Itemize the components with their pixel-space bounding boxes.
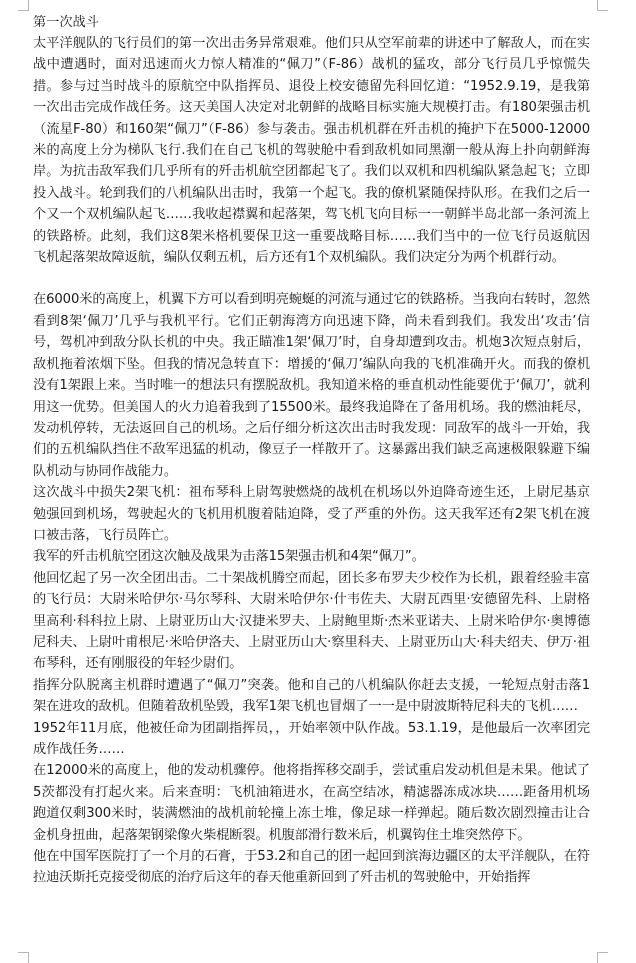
paragraph-3: 这次战斗中损失2架飞机：祖布琴科上尉驾驶燃烧的战机在机场以外迫降奇迹生还，上尉尼基京勉强回到机场，驾驶起火的飞机用机腹着陆迫降，受了严重的外伤。这天我军还有2架飞机在渡口被击落，飞行员阵亡。 [33, 485, 590, 543]
paragraph-4: 我军的歼击机航空团这次触及战果为击落15架强击机和4架“佩刀”。 [33, 549, 425, 565]
document-title: 第一次战斗 [33, 15, 99, 30]
paragraph-9: 他在中国军医院打了一个月的石膏，于53.2和自己的团一起回到滨海边疆区的太平洋舰队，在符拉迪沃斯托克接受彻底的治疗后这年的春天他重新回到了歼击机的驾驶舱中，开始指挥 [33, 849, 590, 886]
crop-mark-bottom-left [18, 952, 29, 963]
crop-mark-bottom-right [597, 952, 608, 963]
paragraph-2: 在6000米的高度上，机翼下方可以看到明亮蜿蜒的河流与通过它的铁路桥。当我向右转时，忽然看到8架‘佩刀’几乎与我机平行。它们正朝海湾方向迅速下降，尚未看到我们。我发出‘攻击’信号，驾机冲到敌分队长机的中央。我正瞄准1架‘佩刀’时，自身却遭到攻击。机炮3次短点射后，敌机拖着浓烟下坠。但我的情况急转直下：增援的‘佩刀’编队向我的飞机准确开火。而我的僚机没有1架跟上来。当时唯一的想法只有摆脱敌机。我知道米格的垂直机动性能要优于‘佩刀’，就利用这一优势。但美国人的火力追着我到了15500米。最终我追降在了备用机场。我的燃油耗尽，发动机停转，无法返回自己的机场。之后仔细分析这次出击时我发现：同敌军的战斗一开始，我们的五机编队挡住不敌军迅猛的机动，像豆子一样散开了。这暴露出我们缺乏高速极限躲避下编队机动与协同作战能力。 [33, 292, 590, 479]
paragraph-8: 在12000米的高度上，他的发动机骤停。他将指挥移交副手，尝试重启发动机但是未果。他试了5茨都没有打起火来。后来查明：飞机油箱进水，在高空结冰，精滤器冻成冰块……距备用机场跑道仅剩300米时，装满燃油的战机前轮撞上冻土堆，像足球一样弹起。随后数次剧烈撞击让合金机身扭曲，起落架钢梁像火柴棍断裂。机腹部滑行数米后，机翼钩住土堆突然停下。 [33, 763, 590, 843]
paragraph-1: 太平洋舰队的飞行员们的第一次出击务异常艰难。他们只从空军前辈的讲述中了解敌人，而在实战中遭遇时，面对迅速而火力惊人精准的“佩刀”（F-86）战机的猛攻，部分飞行员几乎惊慌失措。参与过当时战斗的原航空中队指挥员、退役上校安德留先科回忆道：“1952.9.19，是我第一次出击完成作战任务。这天美国人决定对北朝鲜的战略目标实施大规模打击。有180架强击机（流星F-80）和160架“佩刀”（F-86）参与袭击。强击机机群在歼击机的掩护下在5000-12000米的高度上分为梯队飞行.我们在自己飞机的驾驶舱中看到敌机如同黑潮一般从海上扑向朝鲜海岸。为抗击敌军我们几乎所有的歼击机航空团都起飞了。我们以双机和四机编队紧急起飞；立即投入战斗。轮到我们的八机编队出击时，我第一个起飞。我的僚机紧随保持队形。在我们之后一个又一个双机编队起飞……我收起襟翼和起落架，驾飞机飞向目标一一朝鲜半岛北部一条河流上的铁路桥。此刻，我们这8架米格机要保卫这一重要战略目标……我们当中的一位飞行员返航因飞机起落架故障返航，编队仅剩五机，后方还有1个双机编队。我们决定分为两个机群行动。 [33, 36, 590, 266]
paragraph-7: 1952年11月底，他被任命为团副指挥员，，开始率领中队作战。53.1.19，是他最后一次率团完成作战任务…… [33, 720, 590, 757]
paragraph-5: 他回忆起了另一次全团出击。二十架战机腾空而起，团长多布罗夫少校作为长机，跟着经验丰富的飞行员：大尉米哈伊尔·马尔琴科、大尉米哈伊尔·什韦佐夫、大尉瓦西里·安德留先科、上尉格里高利·科科拉上尉、上尉亚历山大·汉捷米罗夫、上尉鲍里斯·杰米亚诺夫、上尉米哈伊尔·奥博德尼科夫、上尉叶甫根尼·米哈伊洛夫、上尉亚历山大·察里科夫、上尉亚历山大·科夫绍夫、伊万·祖布琴科，还有刚服役的年轻少尉们。 [33, 570, 590, 672]
crop-mark-top-right [597, 0, 608, 11]
blank-line [33, 268, 590, 289]
crop-mark-top-left [18, 0, 29, 11]
paragraph-6: 指挥分队脱离主机群时遭遇了“佩刀”突袭。他和自己的八机编队你赶去支援，一轮短点射击落1架在进攻的敌机。但随着敌机坠毁，我军1架飞机也冒烟了一一是中尉波斯特尼科夫的飞机…… [33, 677, 590, 715]
